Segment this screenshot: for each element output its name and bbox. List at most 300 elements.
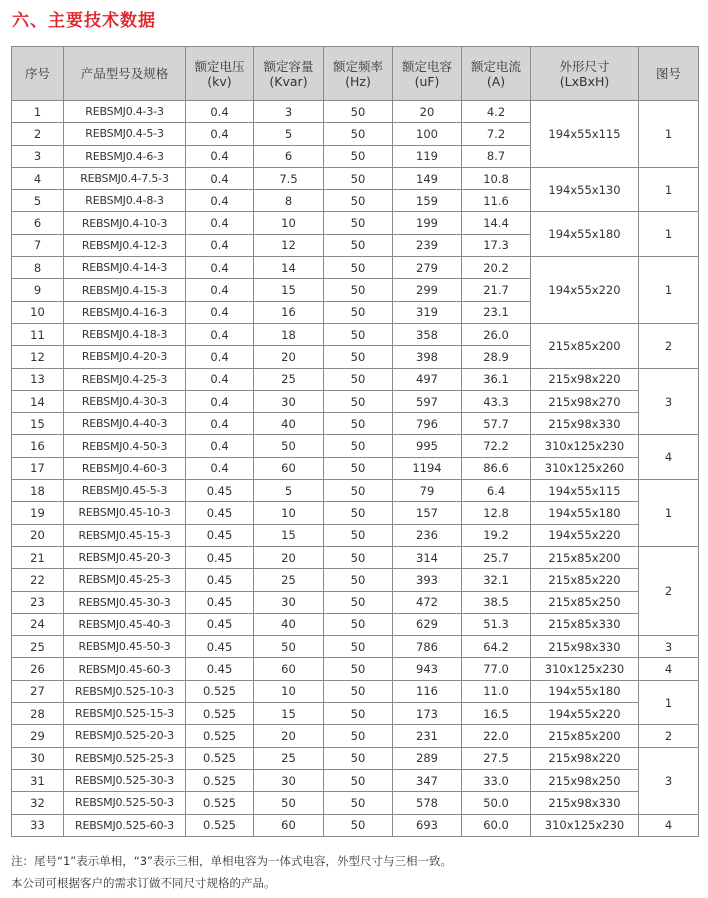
figure-cell: 3 [639, 368, 699, 435]
current-cell: 77.0 [462, 658, 531, 680]
figure-cell: 4 [639, 814, 699, 836]
capacitance-cell: 497 [393, 368, 462, 390]
model-cell: REBSMJ0.4-14-3 [64, 257, 186, 279]
row-index: 1 [12, 101, 64, 123]
capacitance-cell: 1194 [393, 457, 462, 479]
header-dimensions: 外形尺寸 (LxBxH) [531, 47, 639, 101]
row-index: 25 [12, 636, 64, 658]
frequency-cell: 50 [324, 101, 393, 123]
voltage-cell: 0.525 [186, 814, 254, 836]
voltage-cell: 0.45 [186, 480, 254, 502]
capacity-cell: 50 [254, 792, 324, 814]
dimensions-cell: 194x55x180 [531, 212, 639, 257]
current-cell: 12.8 [462, 502, 531, 524]
row-index: 31 [12, 769, 64, 791]
frequency-cell: 50 [324, 569, 393, 591]
voltage-cell: 0.45 [186, 502, 254, 524]
voltage-cell: 0.4 [186, 123, 254, 145]
capacity-cell: 60 [254, 658, 324, 680]
capacity-cell: 50 [254, 435, 324, 457]
capacitance-cell: 116 [393, 680, 462, 702]
table-row [12, 413, 699, 435]
capacity-cell: 30 [254, 591, 324, 613]
current-cell: 27.5 [462, 747, 531, 769]
row-index: 20 [12, 524, 64, 546]
dimensions-cell: 215x98x330 [531, 792, 639, 814]
dimensions-cell: 215x85x250 [531, 591, 639, 613]
figure-cell: 2 [639, 725, 699, 747]
frequency-cell: 50 [324, 390, 393, 412]
row-index: 14 [12, 390, 64, 412]
row-index: 23 [12, 591, 64, 613]
frequency-cell: 50 [324, 725, 393, 747]
model-cell: REBSMJ0.4-30-3 [64, 390, 186, 412]
dimensions-cell: 310x125x230 [531, 435, 639, 457]
table-row [12, 703, 699, 725]
model-cell: REBSMJ0.525-25-3 [64, 747, 186, 769]
dimensions-cell: 310x125x260 [531, 457, 639, 479]
frequency-cell: 50 [324, 301, 393, 323]
header-capacitance: 额定电容 (uF) [393, 47, 462, 101]
table-row [12, 725, 699, 747]
model-cell: REBSMJ0.45-20-3 [64, 546, 186, 568]
table-row [12, 569, 699, 591]
current-cell: 8.7 [462, 145, 531, 167]
row-index: 33 [12, 814, 64, 836]
frequency-cell: 50 [324, 613, 393, 635]
table-row [12, 390, 699, 412]
frequency-cell: 50 [324, 703, 393, 725]
row-index: 19 [12, 502, 64, 524]
model-cell: REBSMJ0.4-40-3 [64, 413, 186, 435]
model-cell: REBSMJ0.4-7.5-3 [64, 167, 186, 189]
current-cell: 72.2 [462, 435, 531, 457]
capacity-cell: 6 [254, 145, 324, 167]
capacitance-cell: 629 [393, 613, 462, 635]
table-row [12, 747, 699, 769]
voltage-cell: 0.45 [186, 636, 254, 658]
voltage-cell: 0.525 [186, 769, 254, 791]
capacitance-cell: 358 [393, 323, 462, 345]
model-cell: REBSMJ0.45-40-3 [64, 613, 186, 635]
dimensions-cell: 215x98x220 [531, 368, 639, 390]
current-cell: 25.7 [462, 546, 531, 568]
dimensions-cell: 194x55x180 [531, 502, 639, 524]
dimensions-cell: 215x85x200 [531, 546, 639, 568]
row-index: 28 [12, 703, 64, 725]
current-cell: 16.5 [462, 703, 531, 725]
frequency-cell: 50 [324, 167, 393, 189]
frequency-cell: 50 [324, 769, 393, 791]
row-index: 18 [12, 480, 64, 502]
current-cell: 60.0 [462, 814, 531, 836]
dimensions-cell: 194x55x115 [531, 101, 639, 168]
capacity-cell: 20 [254, 546, 324, 568]
current-cell: 11.6 [462, 190, 531, 212]
capacity-cell: 25 [254, 747, 324, 769]
dimensions-cell: 194x55x220 [531, 703, 639, 725]
frequency-cell: 50 [324, 257, 393, 279]
dimensions-cell: 215x85x330 [531, 613, 639, 635]
row-index: 26 [12, 658, 64, 680]
table-row [12, 257, 699, 279]
current-cell: 22.0 [462, 725, 531, 747]
row-index: 32 [12, 792, 64, 814]
voltage-cell: 0.525 [186, 747, 254, 769]
row-index: 2 [12, 123, 64, 145]
capacitance-cell: 157 [393, 502, 462, 524]
voltage-cell: 0.4 [186, 212, 254, 234]
capacity-cell: 30 [254, 769, 324, 791]
current-cell: 11.0 [462, 680, 531, 702]
dimensions-cell: 215x98x250 [531, 769, 639, 791]
capacitance-cell: 314 [393, 546, 462, 568]
capacitance-cell: 943 [393, 658, 462, 680]
voltage-cell: 0.4 [186, 390, 254, 412]
figure-cell: 1 [639, 680, 699, 725]
header-index: 序号 [12, 47, 64, 101]
current-cell: 4.2 [462, 101, 531, 123]
capacitance-cell: 231 [393, 725, 462, 747]
current-cell: 86.6 [462, 457, 531, 479]
table-row [12, 636, 699, 658]
frequency-cell: 50 [324, 792, 393, 814]
capacity-cell: 15 [254, 703, 324, 725]
current-cell: 23.1 [462, 301, 531, 323]
capacity-cell: 8 [254, 190, 324, 212]
capacitance-cell: 578 [393, 792, 462, 814]
model-cell: REBSMJ0.4-3-3 [64, 101, 186, 123]
figure-cell: 1 [639, 212, 699, 257]
capacity-cell: 20 [254, 725, 324, 747]
model-cell: REBSMJ0.45-10-3 [64, 502, 186, 524]
capacitance-cell: 173 [393, 703, 462, 725]
current-cell: 43.3 [462, 390, 531, 412]
row-index: 12 [12, 346, 64, 368]
row-index: 27 [12, 680, 64, 702]
frequency-cell: 50 [324, 636, 393, 658]
frequency-cell: 50 [324, 413, 393, 435]
capacity-cell: 3 [254, 101, 324, 123]
model-cell: REBSMJ0.45-25-3 [64, 569, 186, 591]
table-row [12, 591, 699, 613]
capacity-cell: 10 [254, 502, 324, 524]
dimensions-cell: 215x85x200 [531, 725, 639, 747]
voltage-cell: 0.4 [186, 435, 254, 457]
row-index: 11 [12, 323, 64, 345]
table-row [12, 480, 699, 502]
voltage-cell: 0.45 [186, 569, 254, 591]
model-cell: REBSMJ0.4-60-3 [64, 457, 186, 479]
table-row [12, 769, 699, 791]
model-cell: REBSMJ0.4-20-3 [64, 346, 186, 368]
table-row [12, 658, 699, 680]
figure-cell: 1 [639, 101, 699, 168]
dimensions-cell: 194x55x130 [531, 167, 639, 212]
row-index: 13 [12, 368, 64, 390]
model-cell: REBSMJ0.4-8-3 [64, 190, 186, 212]
voltage-cell: 0.4 [186, 301, 254, 323]
voltage-cell: 0.525 [186, 703, 254, 725]
current-cell: 64.2 [462, 636, 531, 658]
model-cell: REBSMJ0.45-30-3 [64, 591, 186, 613]
model-cell: REBSMJ0.4-25-3 [64, 368, 186, 390]
footnote-custom: 本公司可根据客户的需求订做不同尺寸规格的产品。 [11, 876, 276, 890]
table-row [12, 101, 699, 123]
table-row [12, 368, 699, 390]
model-cell: REBSMJ0.4-5-3 [64, 123, 186, 145]
model-cell: REBSMJ0.525-20-3 [64, 725, 186, 747]
page-title: 六、主要技术数据 [12, 11, 156, 31]
dimensions-cell: 194x55x115 [531, 480, 639, 502]
voltage-cell: 0.4 [186, 346, 254, 368]
capacitance-cell: 319 [393, 301, 462, 323]
model-cell: REBSMJ0.45-5-3 [64, 480, 186, 502]
voltage-cell: 0.525 [186, 680, 254, 702]
capacitance-cell: 236 [393, 524, 462, 546]
dimensions-cell: 215x98x220 [531, 747, 639, 769]
voltage-cell: 0.4 [186, 190, 254, 212]
model-cell: REBSMJ0.4-12-3 [64, 234, 186, 256]
model-cell: REBSMJ0.525-30-3 [64, 769, 186, 791]
row-index: 16 [12, 435, 64, 457]
capacitance-cell: 597 [393, 390, 462, 412]
capacity-cell: 7.5 [254, 167, 324, 189]
capacitance-cell: 299 [393, 279, 462, 301]
voltage-cell: 0.4 [186, 167, 254, 189]
frequency-cell: 50 [324, 346, 393, 368]
row-index: 7 [12, 234, 64, 256]
capacity-cell: 15 [254, 524, 324, 546]
header-frequency: 额定频率 (Hz) [324, 47, 393, 101]
current-cell: 36.1 [462, 368, 531, 390]
capacitance-cell: 796 [393, 413, 462, 435]
figure-cell: 4 [639, 435, 699, 480]
figure-cell: 1 [639, 167, 699, 212]
figure-cell: 2 [639, 546, 699, 635]
current-cell: 32.1 [462, 569, 531, 591]
model-cell: REBSMJ0.4-16-3 [64, 301, 186, 323]
table-row [12, 680, 699, 702]
voltage-cell: 0.45 [186, 613, 254, 635]
capacitance-cell: 149 [393, 167, 462, 189]
frequency-cell: 50 [324, 457, 393, 479]
capacity-cell: 40 [254, 413, 324, 435]
row-index: 8 [12, 257, 64, 279]
capacity-cell: 30 [254, 390, 324, 412]
figure-cell: 1 [639, 480, 699, 547]
frequency-cell: 50 [324, 502, 393, 524]
row-index: 15 [12, 413, 64, 435]
capacitance-cell: 398 [393, 346, 462, 368]
table-row [12, 792, 699, 814]
row-index: 4 [12, 167, 64, 189]
dimensions-cell: 194x55x180 [531, 680, 639, 702]
table-header-row [12, 47, 699, 101]
voltage-cell: 0.45 [186, 546, 254, 568]
capacitance-cell: 347 [393, 769, 462, 791]
capacitance-cell: 119 [393, 145, 462, 167]
frequency-cell: 50 [324, 814, 393, 836]
current-cell: 19.2 [462, 524, 531, 546]
capacity-cell: 5 [254, 123, 324, 145]
current-cell: 51.3 [462, 613, 531, 635]
current-cell: 33.0 [462, 769, 531, 791]
capacitance-cell: 199 [393, 212, 462, 234]
capacity-cell: 10 [254, 680, 324, 702]
capacity-cell: 40 [254, 613, 324, 635]
model-cell: REBSMJ0.4-18-3 [64, 323, 186, 345]
voltage-cell: 0.4 [186, 145, 254, 167]
model-cell: REBSMJ0.45-60-3 [64, 658, 186, 680]
current-cell: 57.7 [462, 413, 531, 435]
current-cell: 7.2 [462, 123, 531, 145]
capacity-cell: 60 [254, 814, 324, 836]
capacity-cell: 25 [254, 569, 324, 591]
model-cell: REBSMJ0.45-15-3 [64, 524, 186, 546]
capacitance-cell: 100 [393, 123, 462, 145]
capacity-cell: 15 [254, 279, 324, 301]
table-row [12, 546, 699, 568]
current-cell: 6.4 [462, 480, 531, 502]
row-index: 9 [12, 279, 64, 301]
capacity-cell: 16 [254, 301, 324, 323]
capacity-cell: 25 [254, 368, 324, 390]
header-current: 额定电流 (A) [462, 47, 531, 101]
frequency-cell: 50 [324, 480, 393, 502]
voltage-cell: 0.45 [186, 591, 254, 613]
figure-cell: 3 [639, 747, 699, 814]
voltage-cell: 0.525 [186, 792, 254, 814]
current-cell: 21.7 [462, 279, 531, 301]
model-cell: REBSMJ0.525-50-3 [64, 792, 186, 814]
table-row [12, 502, 699, 524]
frequency-cell: 50 [324, 145, 393, 167]
figure-cell: 3 [639, 636, 699, 658]
frequency-cell: 50 [324, 368, 393, 390]
dimensions-cell: 215x85x220 [531, 569, 639, 591]
frequency-cell: 50 [324, 279, 393, 301]
frequency-cell: 50 [324, 680, 393, 702]
frequency-cell: 50 [324, 435, 393, 457]
row-index: 30 [12, 747, 64, 769]
capacitance-cell: 239 [393, 234, 462, 256]
voltage-cell: 0.4 [186, 368, 254, 390]
current-cell: 50.0 [462, 792, 531, 814]
capacity-cell: 18 [254, 323, 324, 345]
row-index: 5 [12, 190, 64, 212]
frequency-cell: 50 [324, 212, 393, 234]
row-index: 21 [12, 546, 64, 568]
row-index: 17 [12, 457, 64, 479]
row-index: 24 [12, 613, 64, 635]
capacity-cell: 5 [254, 480, 324, 502]
capacitance-cell: 289 [393, 747, 462, 769]
frequency-cell: 50 [324, 190, 393, 212]
voltage-cell: 0.4 [186, 323, 254, 345]
voltage-cell: 0.45 [186, 524, 254, 546]
capacity-cell: 10 [254, 212, 324, 234]
dimensions-cell: 310x125x230 [531, 658, 639, 680]
figure-cell: 2 [639, 323, 699, 368]
frequency-cell: 50 [324, 546, 393, 568]
capacitance-cell: 159 [393, 190, 462, 212]
current-cell: 28.9 [462, 346, 531, 368]
capacitance-cell: 995 [393, 435, 462, 457]
voltage-cell: 0.4 [186, 257, 254, 279]
figure-cell: 1 [639, 257, 699, 324]
dimensions-cell: 215x98x330 [531, 413, 639, 435]
table-row [12, 167, 699, 189]
dimensions-cell: 215x98x330 [531, 636, 639, 658]
frequency-cell: 50 [324, 234, 393, 256]
frequency-cell: 50 [324, 591, 393, 613]
model-cell: REBSMJ0.4-50-3 [64, 435, 186, 457]
frequency-cell: 50 [324, 323, 393, 345]
frequency-cell: 50 [324, 658, 393, 680]
row-index: 3 [12, 145, 64, 167]
voltage-cell: 0.4 [186, 234, 254, 256]
figure-cell: 4 [639, 658, 699, 680]
model-cell: REBSMJ0.4-10-3 [64, 212, 186, 234]
capacitance-cell: 693 [393, 814, 462, 836]
voltage-cell: 0.4 [186, 101, 254, 123]
table-row [12, 457, 699, 479]
table-body [12, 101, 699, 837]
table-row [12, 212, 699, 234]
voltage-cell: 0.4 [186, 413, 254, 435]
current-cell: 10.8 [462, 167, 531, 189]
header-capacity: 额定容量 (Kvar) [254, 47, 324, 101]
capacity-cell: 20 [254, 346, 324, 368]
dimensions-cell: 194x55x220 [531, 524, 639, 546]
frequency-cell: 50 [324, 524, 393, 546]
table-row [12, 613, 699, 635]
current-cell: 26.0 [462, 323, 531, 345]
current-cell: 20.2 [462, 257, 531, 279]
capacitance-cell: 472 [393, 591, 462, 613]
frequency-cell: 50 [324, 123, 393, 145]
voltage-cell: 0.4 [186, 457, 254, 479]
header-voltage: 额定电压 (kv) [186, 47, 254, 101]
model-cell: REBSMJ0.4-15-3 [64, 279, 186, 301]
row-index: 29 [12, 725, 64, 747]
table-row [12, 524, 699, 546]
model-cell: REBSMJ0.4-6-3 [64, 145, 186, 167]
footnote-phase: 注：尾号“1”表示单相，“3”表示三相，单相电容为一体式电容，外型尺寸与三相一致。 [11, 854, 452, 868]
dimensions-cell: 215x85x200 [531, 323, 639, 368]
current-cell: 38.5 [462, 591, 531, 613]
spec-table [11, 46, 699, 837]
frequency-cell: 50 [324, 747, 393, 769]
row-index: 22 [12, 569, 64, 591]
voltage-cell: 0.4 [186, 279, 254, 301]
dimensions-cell: 310x125x230 [531, 814, 639, 836]
capacitance-cell: 279 [393, 257, 462, 279]
dimensions-cell: 215x98x270 [531, 390, 639, 412]
table-row [12, 814, 699, 836]
header-model: 产品型号及规格 [64, 47, 186, 101]
voltage-cell: 0.45 [186, 658, 254, 680]
model-cell: REBSMJ0.45-50-3 [64, 636, 186, 658]
capacity-cell: 50 [254, 636, 324, 658]
capacity-cell: 60 [254, 457, 324, 479]
capacitance-cell: 786 [393, 636, 462, 658]
voltage-cell: 0.525 [186, 725, 254, 747]
row-index: 10 [12, 301, 64, 323]
capacity-cell: 12 [254, 234, 324, 256]
header-figure: 图号 [639, 47, 699, 101]
